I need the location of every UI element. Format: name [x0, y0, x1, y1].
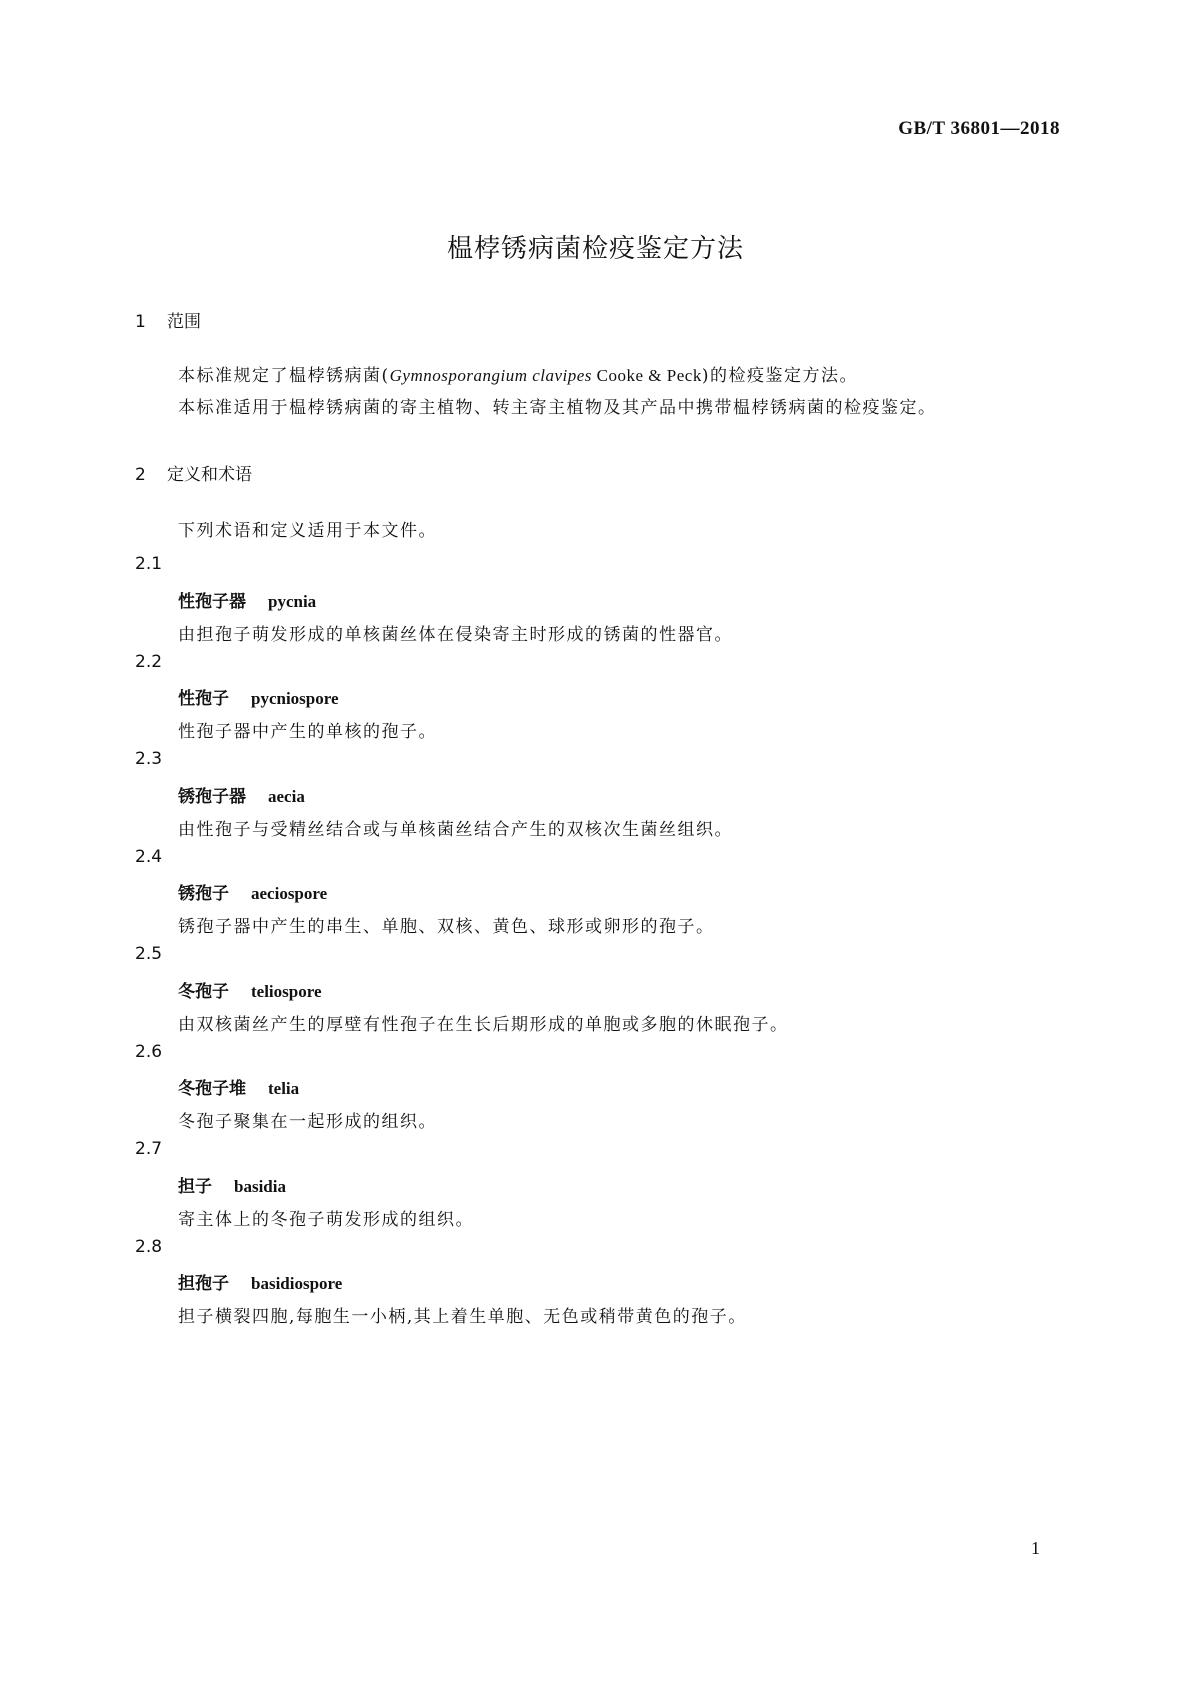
terms-intro: 下列术语和定义适用于本文件。: [178, 521, 437, 541]
term-en: pycniospore: [251, 689, 339, 708]
scope-paragraph-2: 本标准适用于榅桲锈病菌的寄主植物、转主寄主植物及其产品中携带榅桲锈病菌的检疫鉴定。: [178, 398, 937, 418]
term-heading: [178, 1074, 299, 1099]
term-zh: 锈孢子器: [178, 787, 246, 807]
term-definition: 寄主体上的冬孢子萌发形成的组织。: [178, 1210, 474, 1230]
document-title: 榅桲锈病菌检疫鉴定方法: [446, 234, 744, 264]
term-number: 2.3: [135, 749, 163, 769]
term-zh: 冬孢子堆: [178, 1079, 246, 1099]
term-number: 2.8: [135, 1237, 163, 1257]
term-number: 2.7: [135, 1139, 163, 1159]
term-zh: 性孢子: [178, 689, 229, 709]
term-en: aeciospore: [251, 884, 328, 903]
term-zh: 锈孢子: [178, 884, 229, 904]
term-en: basidia: [234, 1177, 286, 1196]
term-en: aecia: [268, 787, 305, 806]
section-heading-scope: [135, 307, 201, 332]
term-definition: 冬孢子聚集在一起形成的组织。: [178, 1112, 437, 1132]
term-heading: [178, 587, 316, 612]
section-heading-terms: [135, 460, 252, 485]
section-title: 定义和术语: [167, 465, 252, 485]
term-number: 2.1: [135, 554, 163, 574]
term-en: teliospore: [251, 982, 322, 1001]
term-number: 2.5: [135, 944, 163, 964]
term-heading: [178, 977, 322, 1002]
term-definition: 由性孢子与受精丝结合或与单核菌丝结合产生的双核次生菌丝组织。: [178, 820, 733, 840]
page-number: 1: [1031, 1538, 1040, 1558]
section-number: 2: [135, 465, 146, 485]
term-definition: 锈孢子器中产生的串生、单胞、双核、黄色、球形或卵形的孢子。: [178, 917, 715, 937]
term-en: pycnia: [268, 592, 317, 611]
term-number: 2.2: [135, 652, 163, 672]
term-number: 2.4: [135, 847, 163, 867]
term-number: 2.6: [135, 1042, 163, 1062]
scope-paragraph-1: [178, 366, 858, 386]
term-definition: 由双核菌丝产生的厚壁有性孢子在生长后期形成的单胞或多胞的休眠孢子。: [178, 1015, 789, 1035]
term-en: basidiospore: [251, 1274, 343, 1293]
scope-text: 本标准规定了榅桲锈病菌(: [178, 366, 390, 386]
scope-text: )的检疫鉴定方法。: [701, 366, 858, 386]
term-heading: [178, 1269, 342, 1294]
term-zh: 冬孢子: [178, 982, 229, 1002]
term-definition: 性孢子器中产生的单核的孢子。: [178, 722, 437, 742]
scientific-name: Gymnosporangium clavipes: [389, 366, 592, 385]
term-heading: [178, 879, 327, 904]
author-citation: Cooke & Peck: [591, 366, 702, 385]
section-title: 范围: [167, 312, 201, 332]
term-heading: [178, 684, 339, 709]
section-number: 1: [135, 312, 146, 332]
term-zh: 性孢子器: [178, 592, 246, 612]
term-heading: [178, 1172, 286, 1197]
term-definition: 由担孢子萌发形成的单核菌丝体在侵染寄主时形成的锈菌的性器官。: [178, 625, 733, 645]
term-zh: 担子: [178, 1177, 212, 1197]
standard-number: GB/T 36801—2018: [898, 118, 1060, 139]
term-heading: [178, 782, 305, 807]
term-definition: 担子横裂四胞,每胞生一小柄,其上着生单胞、无色或稍带黄色的孢子。: [178, 1307, 747, 1327]
term-zh: 担孢子: [178, 1274, 229, 1294]
term-en: telia: [268, 1079, 300, 1098]
